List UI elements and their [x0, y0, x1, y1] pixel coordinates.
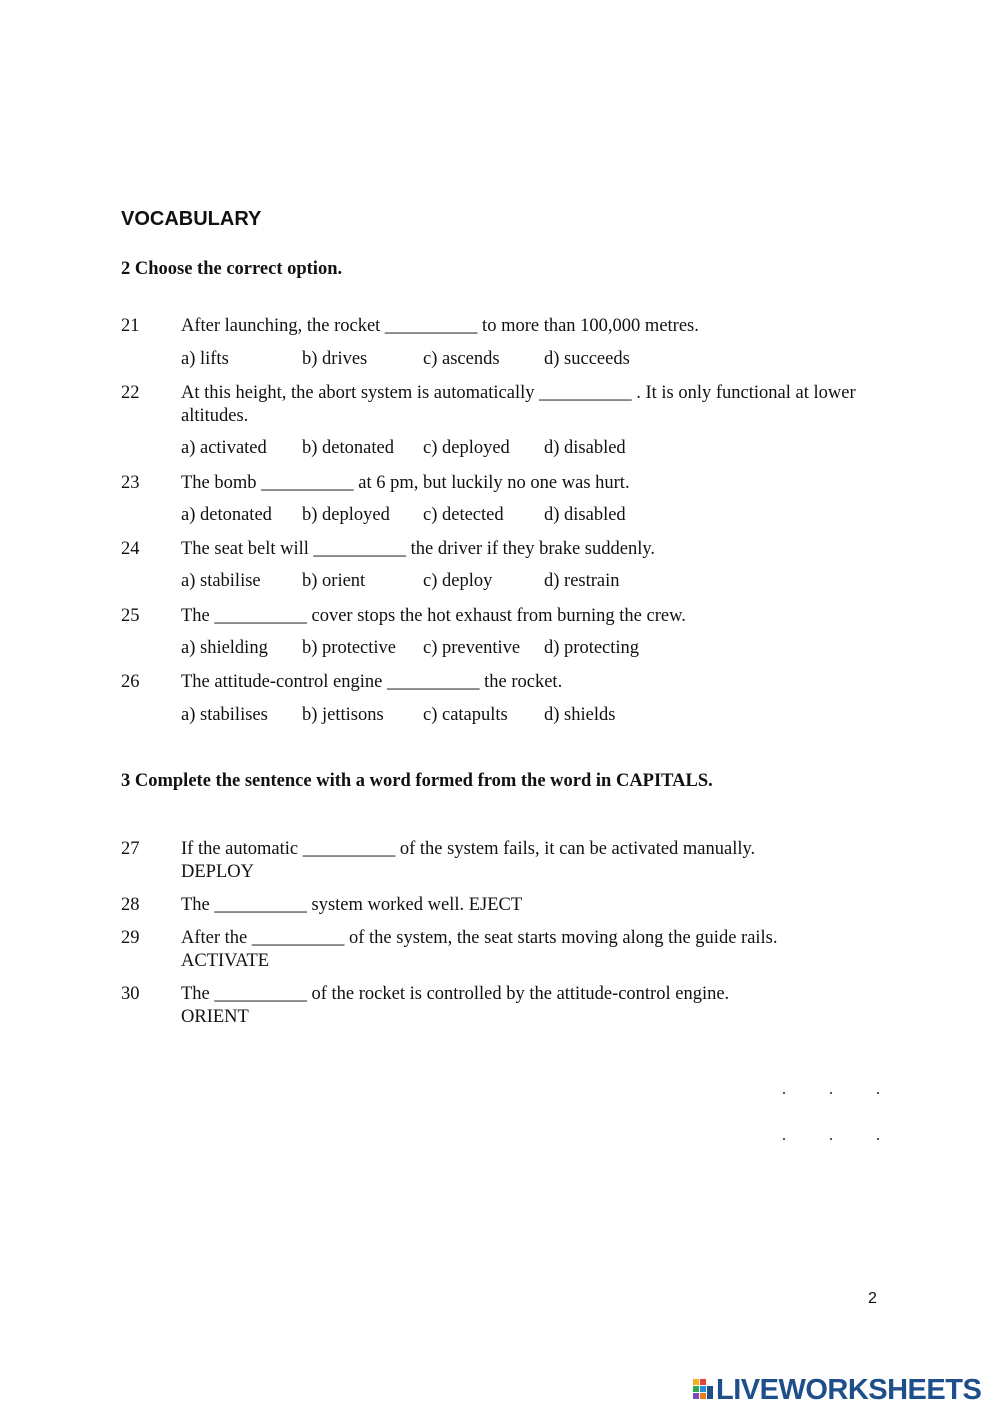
option-b[interactable]: b) detonated — [302, 438, 394, 458]
option-a[interactable]: a) stabilise — [181, 571, 261, 591]
capital-word: ORIENT — [181, 1007, 249, 1027]
question-number: 25 — [121, 606, 140, 626]
question-25 — [121, 605, 881, 628]
question-text: The __________ of the rocket is controlled by the attitude-control engine. — [181, 984, 730, 1004]
question-number: 24 — [121, 539, 140, 559]
option-d[interactable]: d) succeeds — [544, 349, 630, 369]
page-number: 2 — [868, 1290, 877, 1307]
question-number: 22 — [121, 383, 140, 403]
option-a[interactable]: a) activated — [181, 438, 267, 458]
option-a[interactable]: a) lifts — [181, 349, 229, 369]
question-23 — [121, 472, 881, 495]
option-d[interactable]: d) disabled — [544, 438, 626, 458]
question-22 — [121, 382, 881, 428]
question-text: The bomb __________ at 6 pm, but luckily no one was hurt. — [181, 473, 630, 493]
option-b[interactable]: b) orient — [302, 571, 366, 591]
option-c[interactable]: c) ascends — [423, 349, 500, 369]
option-b[interactable]: b) protective — [302, 638, 396, 658]
decorative-dots — [780, 1138, 880, 1144]
option-a[interactable]: a) shielding — [181, 638, 268, 658]
question-number: 21 — [121, 316, 140, 336]
option-b[interactable]: b) jettisons — [302, 705, 384, 725]
question-text: The __________ cover stops the hot exhaust from burning the crew. — [181, 606, 686, 626]
question-text: After the __________ of the system, the seat starts moving along the guide rails. — [181, 928, 778, 948]
option-a[interactable]: a) stabilises — [181, 705, 268, 725]
question-number: 26 — [121, 672, 140, 692]
question-28 — [121, 894, 881, 917]
option-c[interactable]: c) catapults — [423, 705, 508, 725]
question-number: 29 — [121, 928, 140, 948]
section-heading: VOCABULARY — [121, 208, 262, 230]
question-21 — [121, 315, 881, 338]
question-number: 30 — [121, 984, 140, 1004]
option-b[interactable]: b) drives — [302, 349, 368, 369]
question-text: The __________ system worked well. EJECT — [181, 895, 523, 915]
question-30 — [121, 983, 881, 1029]
decorative-dots — [780, 1092, 880, 1098]
option-d[interactable]: d) disabled — [544, 505, 626, 525]
question-number: 28 — [121, 895, 140, 915]
option-c[interactable]: c) detected — [423, 505, 504, 525]
question-number: 23 — [121, 473, 140, 493]
question-27 — [121, 838, 881, 884]
brand-name: LIVEWORKSHEETS — [716, 1373, 982, 1406]
question-text: At this height, the abort system is automatically __________ . It is only functional at lower altitudes. — [181, 383, 856, 426]
section-3-instruction: 3 Complete the sentence with a word formed from the word in CAPITALS. — [121, 771, 713, 791]
question-29 — [121, 927, 881, 973]
brand-footer[interactable] — [692, 1374, 981, 1406]
question-24 — [121, 538, 881, 561]
capital-word: ACTIVATE — [181, 951, 270, 971]
question-text: After launching, the rocket __________ to more than 100,000 metres. — [181, 316, 699, 336]
option-d[interactable]: d) shields — [544, 705, 616, 725]
option-b[interactable]: b) deployed — [302, 505, 390, 525]
question-text: The seat belt will __________ the driver if they brake suddenly. — [181, 539, 656, 559]
capital-word: DEPLOY — [181, 862, 254, 882]
option-c[interactable]: c) preventive — [423, 638, 521, 658]
question-text: The attitude-control engine __________ the rocket. — [181, 672, 563, 692]
option-c[interactable]: c) deployed — [423, 438, 510, 458]
question-26 — [121, 671, 881, 694]
option-c[interactable]: c) deploy — [423, 571, 493, 591]
option-d[interactable]: d) protecting — [544, 638, 640, 658]
liveworksheets-logo-icon — [692, 1378, 714, 1402]
question-number: 27 — [121, 839, 140, 859]
option-a[interactable]: a) detonated — [181, 505, 272, 525]
option-d[interactable]: d) restrain — [544, 571, 620, 591]
question-text: If the automatic __________ of the system fails, it can be activated manually. — [181, 839, 756, 859]
section-2-instruction: 2 Choose the correct option. — [121, 259, 343, 279]
